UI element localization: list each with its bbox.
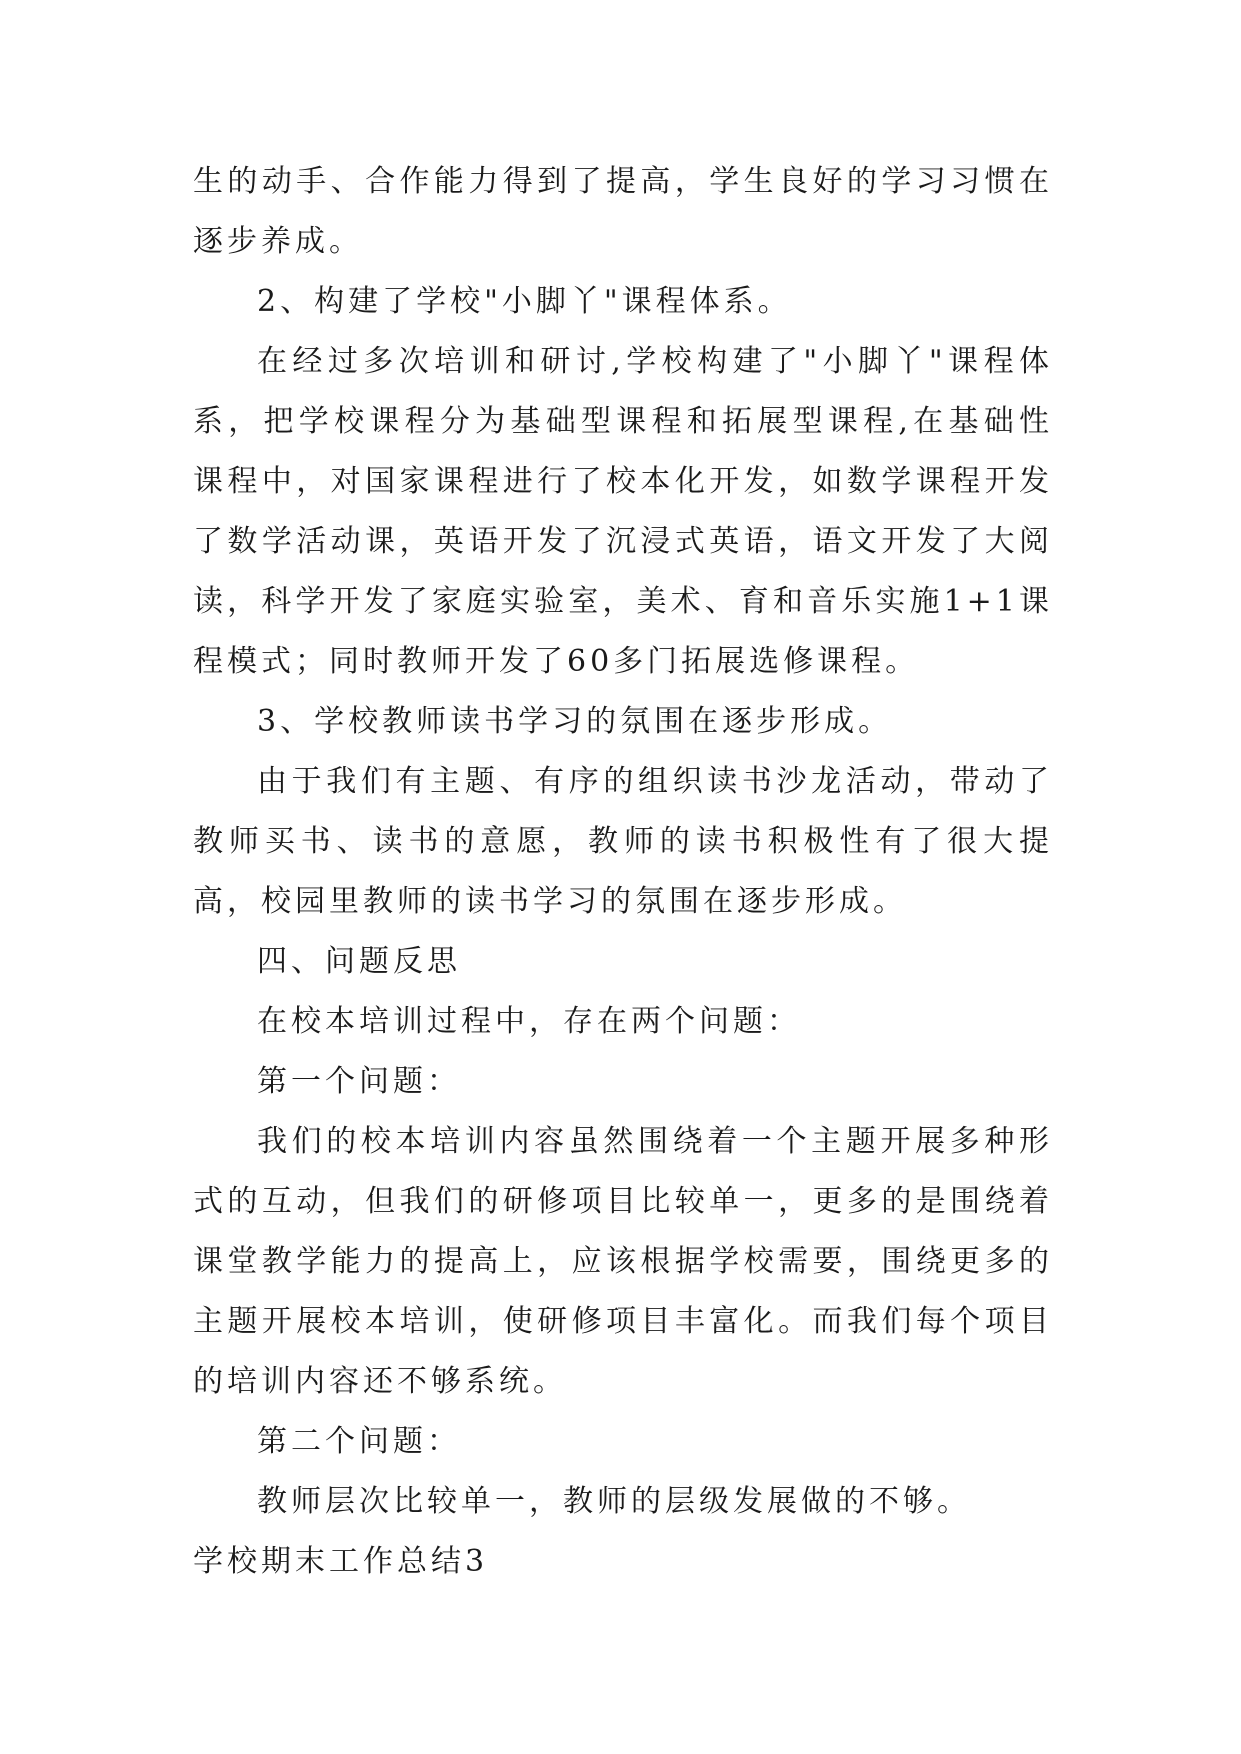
heading-reading-atmosphere: 3、学校教师读书学习的氛围在逐步形成。 [257,704,893,739]
heading-curriculum-system: 2、构建了学校"小脚丫"课程体系。 [257,284,792,319]
paragraph-curriculum-system: 在经过多次培训和研讨,学校构建了"小脚丫"课程体系，把学校课程分为基础型课程和拓展型课程,在基础性课程中，对国家课程进行了校本化开发，如数学课程开发了数学活动课，英语开发了沉浸式英语，语文开发了大阅读，科学开发了家庭实验室，美术、育和音乐实施1+1课程模式；同时教师开发了60多门拓展选修课程。 [193,344,1053,679]
paragraph-problems-intro: 在校本培训过程中，存在两个问题： [257,1004,801,1039]
paragraph-reading-atmosphere: 由于我们有主题、有序的组织读书沙龙活动，带动了教师买书、读书的意愿，教师的读书积极性有了很大提高，校园里教师的读书学习的氛围在逐步形成。 [193,764,1053,919]
document-body [193,152,1053,1592]
section-title-summary-3: 学校期末工作总结3 [193,1544,489,1579]
heading-problem-reflection: 四、问题反思 [257,944,461,979]
paragraph-second-problem: 教师层次比较单一，教师的层级发展做的不够。 [257,1484,971,1519]
heading-first-problem: 第一个问题： [257,1064,461,1099]
paragraph-first-problem: 我们的校本培训内容虽然围绕着一个主题开展多种形式的互动，但我们的研修项目比较单一，更多的是围绕着课堂教学能力的提高上，应该根据学校需要，围绕更多的主题开展校本培训，使研修项目丰富化。而我们每个项目的培训内容还不够系统。 [193,1124,1053,1399]
paragraph-continuation: 生的动手、合作能力得到了提高，学生良好的学习习惯在逐步养成。 [193,164,1053,259]
heading-second-problem: 第二个问题： [257,1424,461,1459]
